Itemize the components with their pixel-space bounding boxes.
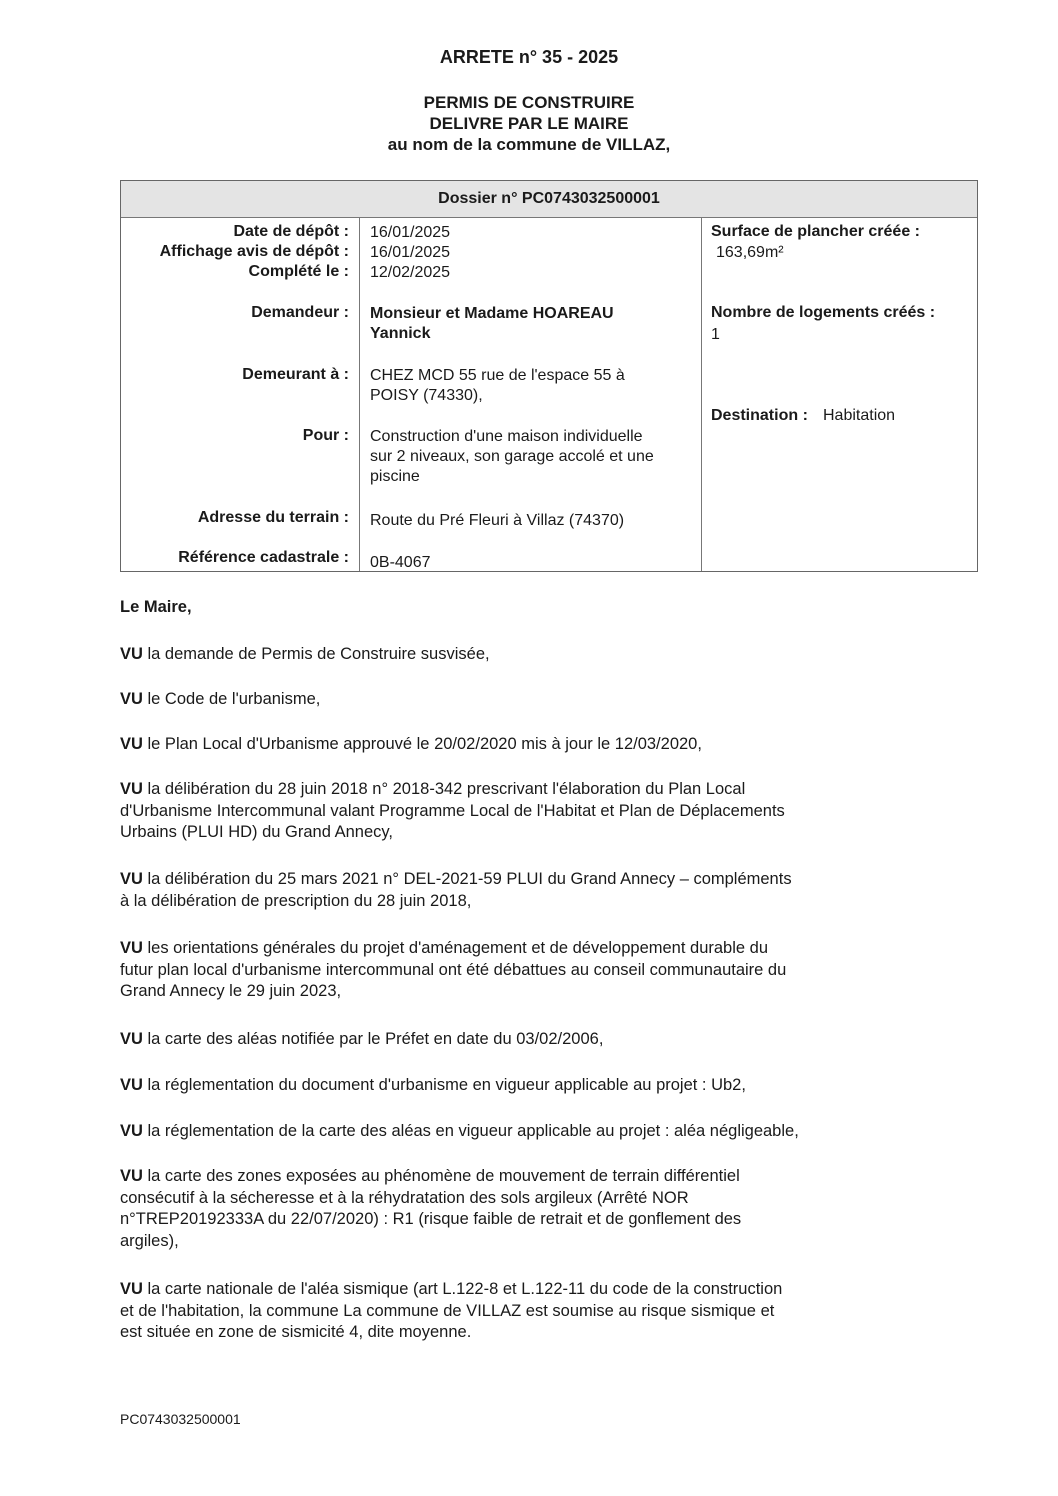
demeurant-label: Demeurant à : <box>242 366 349 383</box>
surface-label: Surface de plancher créée : <box>711 223 920 240</box>
demandeur-value-2: Yannick <box>370 325 431 342</box>
pour-label: Pour : <box>302 427 349 444</box>
destination-label: Destination : <box>711 407 808 424</box>
vu-paragraph-1: VU la demande de Permis de Construire susvisée, <box>120 645 490 663</box>
logements-label: Nombre de logements créés : <box>711 304 936 321</box>
pour-value-1: Construction d'une maison individuelle <box>370 428 643 445</box>
column-divider-right <box>701 217 702 571</box>
permit-heading-line-2: DELIVRE PAR LE MAIRE <box>429 114 629 133</box>
adresse-label: Adresse du terrain : <box>197 509 349 526</box>
demeurant-value-1: CHEZ MCD 55 rue de l'espace 55 à <box>370 367 625 384</box>
vu-paragraph-7: VU la carte des aléas notifiée par le Préfet en date du 03/02/2006, <box>120 1030 604 1048</box>
permit-heading-line-3: au nom de la commune de VILLAZ, <box>387 135 671 154</box>
pour-value-2: sur 2 niveaux, son garage accolé et une <box>370 448 654 465</box>
column-divider-left <box>359 217 360 571</box>
vu-paragraph-9: VU la réglementation de la carte des aléas en vigueur applicable au projet : aléa négligeable, <box>120 1122 799 1140</box>
demandeur-label: Demandeur : <box>251 304 349 321</box>
logements-value: 1 <box>711 326 720 343</box>
footer-reference: PC0743032500001 <box>120 1411 241 1427</box>
vu-paragraph-4: VU la délibération du 28 juin 2018 n° 2018-342 prescrivant l'élaboration du Plan Local d'Urbanisme Intercommunal valant Programme Local de l'Habitat et Plan de Déplacements Urbains (PLUI HD) du Grand Annecy, <box>120 780 785 841</box>
affichage-value: 16/01/2025 <box>370 244 451 261</box>
destination-value: Habitation <box>823 407 896 424</box>
vu-paragraph-8: VU la réglementation du document d'urbanisme en vigueur applicable au projet : Ub2, <box>120 1076 746 1094</box>
complete-label: Complété le : <box>248 263 349 280</box>
demandeur-value-1: Monsieur et Madame HOAREAU <box>370 305 614 322</box>
permit-heading <box>0 92 1058 155</box>
date-depot-value: 16/01/2025 <box>370 224 451 241</box>
vu-paragraph-6: VU les orientations générales du projet d'aménagement et de développement durable du futur plan local d'urbanisme intercommunal ont été débattues au conseil communautaire du Grand Annecy le 29 juin 2023, <box>120 939 787 1000</box>
vu-paragraph-2: VU le Code de l'urbanisme, <box>120 690 321 708</box>
vu-paragraph-3: VU le Plan Local d'Urbanisme approuvé le 20/02/2020 mis à jour le 12/03/2020, <box>120 735 702 753</box>
affichage-label: Affichage avis de dépôt : <box>159 243 349 260</box>
demeurant-value-2: POISY (74330), <box>370 387 483 404</box>
permit-heading-line-1: PERMIS DE CONSTRUIRE <box>423 93 635 112</box>
vu-paragraph-5: VU la délibération du 25 mars 2021 n° DEL-2021-59 PLUI du Grand Annecy – compléments à la délibération de prescription du 28 juin 2018, <box>120 870 792 910</box>
pour-value-3: piscine <box>370 468 420 485</box>
dossier-table <box>120 180 978 572</box>
adresse-value: Route du Pré Fleuri à Villaz (74370) <box>370 512 625 529</box>
dossier-number: Dossier n° PC0743032500001 <box>438 190 660 207</box>
vu-paragraph-11: VU la carte nationale de l'aléa sismique (art L.122-8 et L.122-11 du code de la construction et de l'habitation, la commune La commune de VILLAZ est soumise au risque sismique et est située en zone de sismicité 4, dite moyenne. <box>120 1280 783 1341</box>
reference-label: Référence cadastrale : <box>178 549 349 566</box>
complete-value: 12/02/2025 <box>370 264 451 281</box>
reference-value: 0B-4067 <box>370 554 431 571</box>
le-maire-heading: Le Maire, <box>120 598 192 616</box>
date-depot-label: Date de dépôt : <box>233 223 349 240</box>
arrete-title: ARRETE n° 35 - 2025 <box>439 47 619 67</box>
surface-value: 163,69m² <box>716 244 784 261</box>
vu-paragraph-10: VU la carte des zones exposées au phénomène de mouvement de terrain différentiel consécutif à la sécheresse et à la réhydratation des sols argileux (Arrêté NOR n°TREP20192333A du 22/07/2020) : R1 (risque faible de retrait et de gonflement des argiles), <box>120 1167 742 1250</box>
